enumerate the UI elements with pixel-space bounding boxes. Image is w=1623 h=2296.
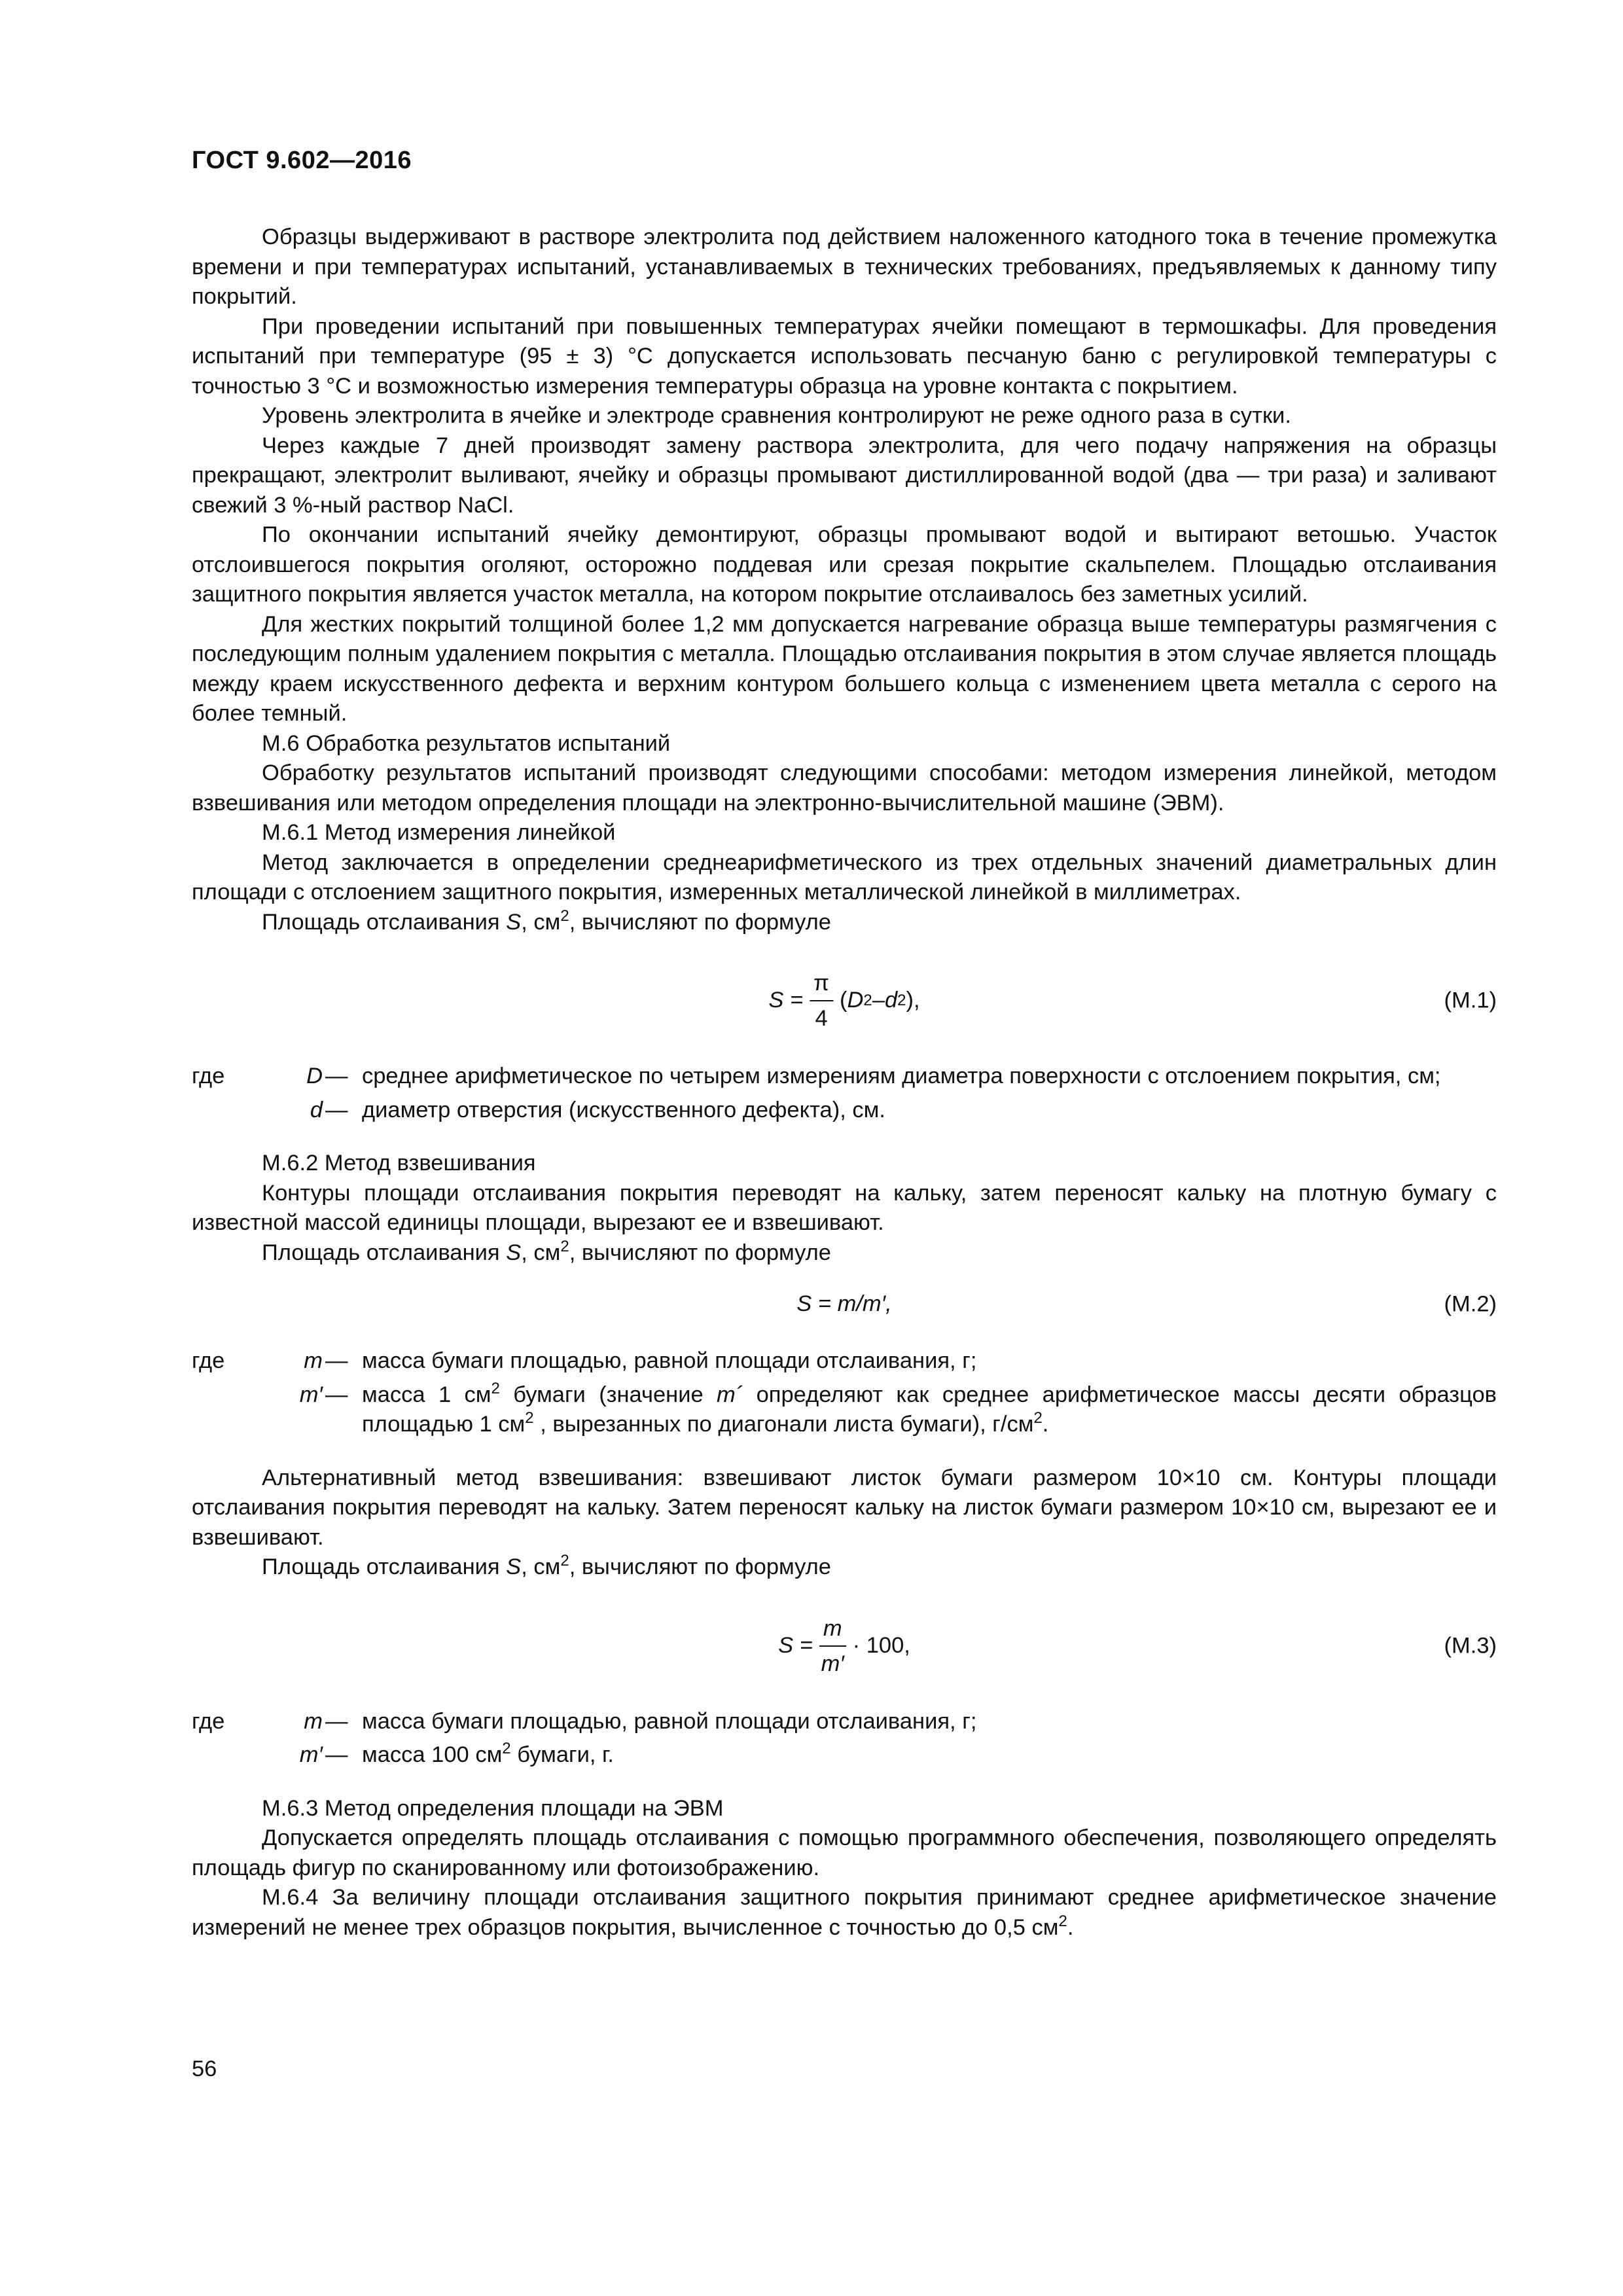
paragraph: Альтернативный метод взвешивания: взвешивают листок бумаги размером 10×10 см. Контуры площади отслаивания покрытия переводят на кальку. Затем переносят кальку на листок бумаги размером 10×10 см, вырезают ее и взвешивают. — [192, 1465, 1497, 1550]
paragraph: Образцы выдерживают в растворе электролита под действием наложенного катодного тока в течение промежутка времени и при температурах испытаний, устанавливаемых в технических требованиях, предъявляемых к данному типу покрытий. — [192, 224, 1497, 309]
formula-lhs: S = — [768, 988, 804, 1013]
formula-intro: Площадь отслаивания S, $см^2$, вычисляют по формуле — [262, 906, 831, 935]
paragraph: По окончании испытаний ячейку демонтируют, образцы промывают водой и вытирают ветошью. Участок отслоившегося покрытия оголяют, осторожно поддевая или срезая покрытие скальпелем. Площадью отслаивания защитного покрытия является участок металла, на котором покрытие отслаивалось без заметных усилий. — [192, 522, 1497, 607]
paragraph: При проведении испытаний при повышенных температурах ячейки помещают в термошкафы. Для проведения испытаний при температуре (95 ± 3) °С допускается использовать песчаную баню с регулировкой температуры с точностью 3 °С и возможностью измерения температуры образца на уровне контакта с покрытием. — [192, 314, 1497, 399]
document-page — [192, 0, 1497, 2296]
formula-m3: S = $\frac{m}{m'}$ · 100, (М.3) — [192, 1597, 1497, 1695]
document-code-header: ГОСТ 9.602—2016 — [192, 147, 412, 174]
page-number: 56 — [192, 2056, 217, 2081]
legend-m1 — [192, 1062, 1497, 1129]
formula-fraction: $\frac{\pi}{4}$ — [810, 969, 833, 1033]
legend-row: где m — масса бумаги площадью, равной площади отслаивания, г; — [192, 1708, 977, 1734]
paragraph: Через каждые 7 дней производят замену раствора электролита, для чего подачу напряжения на образцы прекращают, электролит выливают, ячейку и образцы промывают дистиллированной водой (два — три раза) и заливают свежий 3 %-ный раствор NaCl. — [192, 433, 1497, 518]
paragraph: М.6.4 За величину площади отслаивания защитного покрытия принимают среднее арифметическое значение измерений не менее трех образцов покрытия, вычисленное с точностью до 0,5 $см^2$. — [192, 1885, 1497, 1940]
legend-row: m′ — масса 100 $см^2$ бумаги, г. — [299, 1740, 614, 1767]
document-body — [192, 223, 1497, 1943]
formula-m2: S = m/m′, (М.2) — [192, 1274, 1497, 1335]
paragraph: Допускается определять площадь отслаивания с помощью программного обеспечения, позволяющего определять площадь фигур по сканированному или фотоизображению. — [192, 1825, 1497, 1880]
formula-number: (М.2) — [1444, 1291, 1497, 1317]
legend-m2 — [192, 1346, 1497, 1444]
legend-row: где m — масса бумаги площадью, равной площади отслаивания, г; — [192, 1348, 977, 1373]
formula-fraction: $\frac{m}{m'}$ — [819, 1614, 846, 1678]
formula-m1: S = $\frac{\pi}{4}$ ( D 2 – d 2 ), (М.1) — [192, 952, 1497, 1050]
paragraph: Для жестких покрытий толщиной более 1,2 мм допускается нагревание образца выше температуры размягчения с последующим полным удалением покрытия с металла. Площадью отслаивания покрытия в этом случае является площадь между краем искусственного дефекта и верхним контуром большего кольца с изменением цвета металла с серого на более темный. — [192, 611, 1497, 726]
section-heading-m6-3: М.6.3 Метод определения площади на ЭВМ — [262, 1795, 724, 1821]
legend-row: d — диаметр отверстия (искусственного дефекта), см. — [310, 1097, 885, 1122]
formula-intro: Площадь отслаивания S, $см^2$, вычисляют по формуле — [262, 1552, 831, 1579]
paragraph: Контуры площади отслаивания покрытия переводят на кальку, затем переносят кальку на плотную бумагу с известной массой единицы площади, вырезают ее и взвешивают. — [192, 1180, 1497, 1235]
section-heading-m6-1: М.6.1 Метод измерения линейкой — [262, 820, 616, 845]
formula-number: (М.3) — [1444, 1632, 1497, 1658]
section-heading-m6: М.6 Обработка результатов испытаний — [262, 730, 671, 756]
paragraph: Обработку результатов испытаний производят следующими способами: методом измерения линейкой, методом взвешивания или методом определения площади на электронно-вычислительной машине (ЭВМ). — [192, 761, 1497, 816]
legend-row: где D — среднее арифметическое по четырем измерениям диаметра поверхности с отслоением покрытия, см; — [192, 1064, 1441, 1088]
legend-m3 — [192, 1707, 1497, 1774]
legend-row: m′ — масса 1 $см^2$ бумаги (значение m´ определяют как среднее арифметическое массы десяти образцов площадью 1 $см^2$ , вырезанных по диагонали листа бумаги), $г/см^2$. — [299, 1379, 1497, 1437]
paragraph: Уровень электролита в ячейке и электроде сравнения контролируют не реже одного раза в сутки. — [262, 403, 1291, 428]
section-heading-m6-2: М.6.2 Метод взвешивания — [262, 1151, 536, 1175]
formula-number: (М.1) — [1444, 988, 1497, 1013]
formula-intro: Площадь отслаивания S, $см^2$, вычисляют по формуле — [262, 1237, 831, 1265]
paragraph: Метод заключается в определении среднеарифметического из трех отдельных значений диаметральных длин площади с отслоением защитного покрытия, измеренных металлической линейкой в миллиметрах. — [192, 850, 1497, 905]
